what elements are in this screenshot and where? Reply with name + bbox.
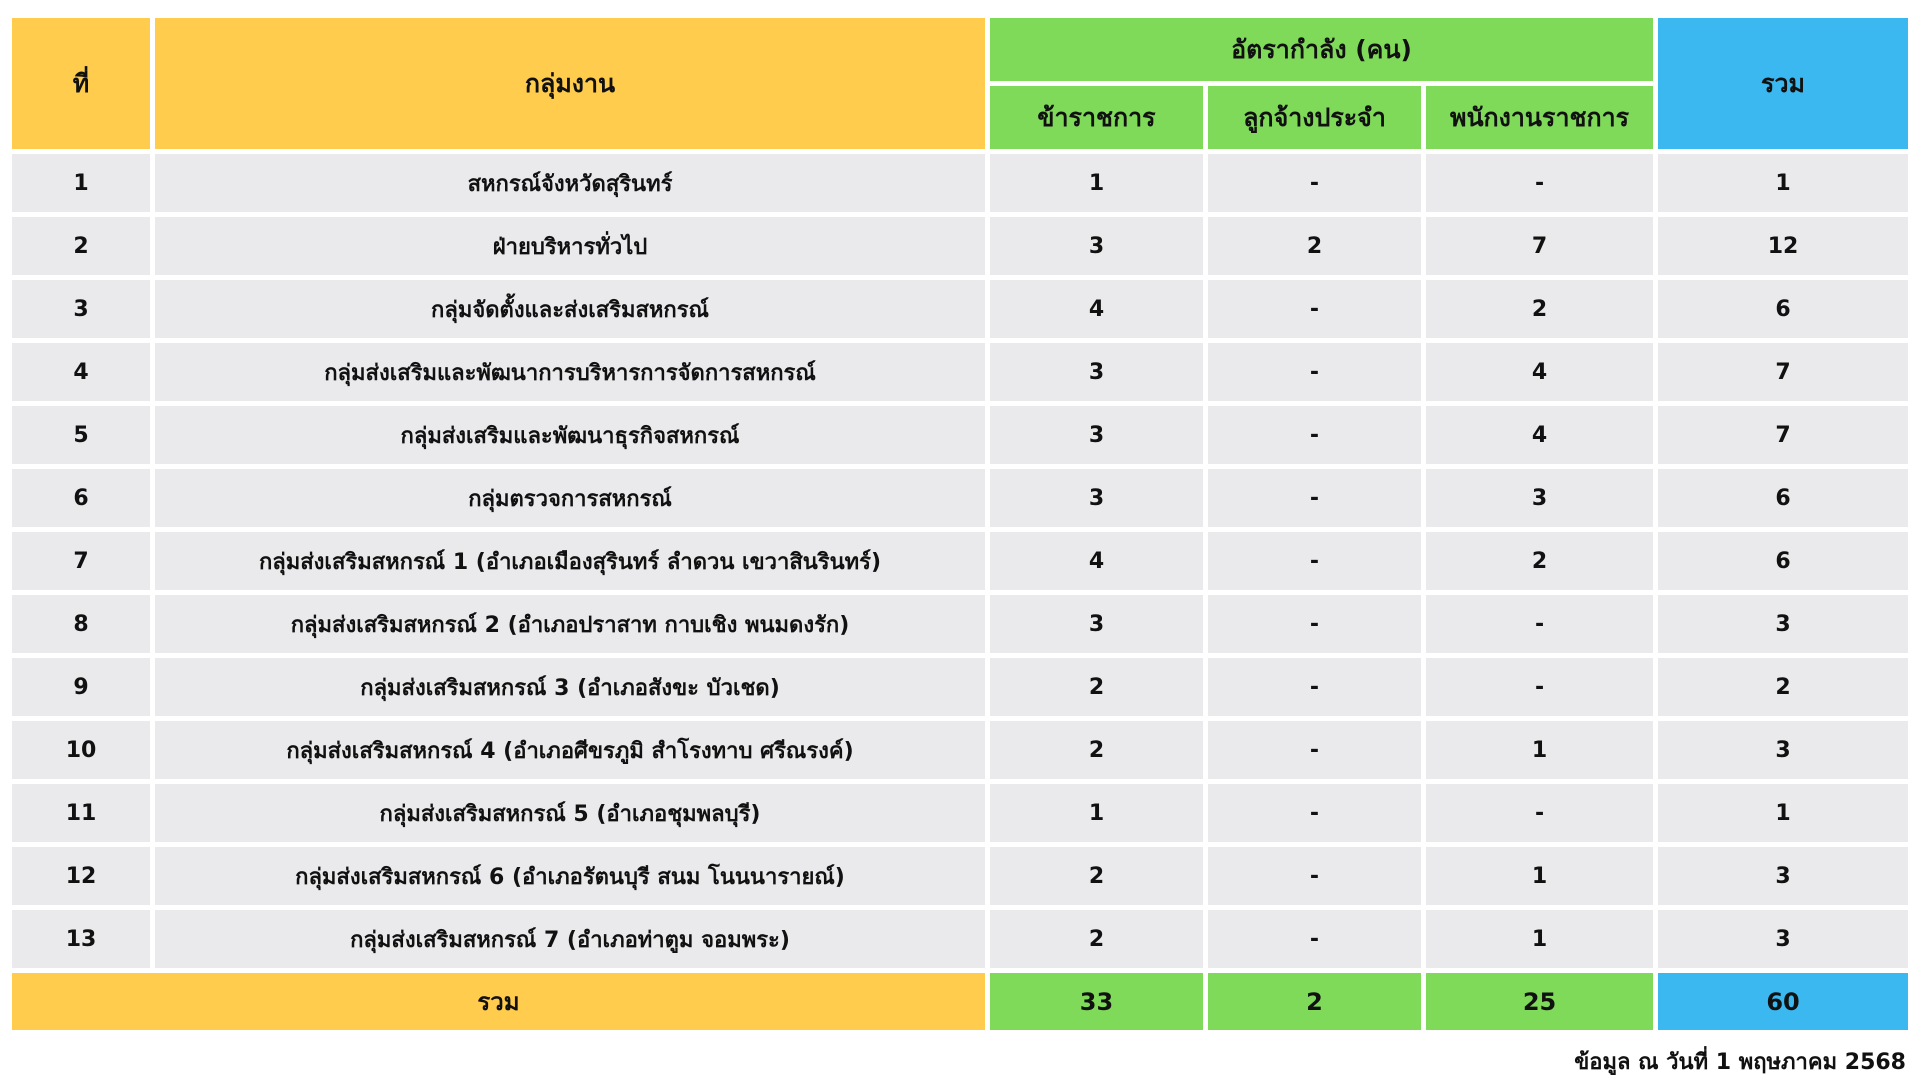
row-total: 1 bbox=[1658, 784, 1908, 842]
row-permanent-employee: - bbox=[1208, 343, 1421, 401]
row-civil-servant: 2 bbox=[990, 910, 1203, 968]
row-number: 12 bbox=[12, 847, 150, 905]
totals-row bbox=[12, 973, 1908, 1030]
row-permanent-employee: - bbox=[1208, 154, 1421, 212]
data-date-footnote: ข้อมูล ณ วันที่ 1 พฤษภาคม 2568 bbox=[1574, 1050, 1906, 1075]
row-permanent-employee: - bbox=[1208, 595, 1421, 653]
row-government-employee: 2 bbox=[1426, 532, 1653, 590]
row-group-name: กลุ่มส่งเสริมสหกรณ์ 2 (อำเภอปราสาท กาบเชิง พนมดงรัก) bbox=[155, 595, 985, 653]
totals-grand-total: 60 bbox=[1658, 973, 1908, 1030]
row-total: 6 bbox=[1658, 280, 1908, 338]
table-row bbox=[12, 847, 1908, 905]
row-government-employee: 2 bbox=[1426, 280, 1653, 338]
table-row bbox=[12, 406, 1908, 464]
row-permanent-employee: - bbox=[1208, 847, 1421, 905]
row-group-name: กลุ่มส่งเสริมสหกรณ์ 5 (อำเภอชุมพลบุรี) bbox=[155, 784, 985, 842]
row-total: 12 bbox=[1658, 217, 1908, 275]
totals-label: รวม bbox=[12, 973, 985, 1030]
header-row-top bbox=[12, 18, 1908, 81]
row-group-name: กลุ่มส่งเสริมและพัฒนาธุรกิจสหกรณ์ bbox=[155, 406, 985, 464]
row-group-name: ฝ่ายบริหารทั่วไป bbox=[155, 217, 985, 275]
table-row bbox=[12, 154, 1908, 212]
row-total: 6 bbox=[1658, 532, 1908, 590]
table-body bbox=[12, 154, 1908, 1030]
table-row bbox=[12, 721, 1908, 779]
row-number: 5 bbox=[12, 406, 150, 464]
row-permanent-employee: - bbox=[1208, 658, 1421, 716]
totals-civil-servant: 33 bbox=[990, 973, 1203, 1030]
row-total: 3 bbox=[1658, 910, 1908, 968]
row-civil-servant: 2 bbox=[990, 658, 1203, 716]
row-civil-servant: 1 bbox=[990, 154, 1203, 212]
row-civil-servant: 4 bbox=[990, 532, 1203, 590]
header-rate: อัตรากำลัง (คน) bbox=[990, 18, 1653, 81]
table-row bbox=[12, 784, 1908, 842]
row-permanent-employee: - bbox=[1208, 532, 1421, 590]
table-row bbox=[12, 658, 1908, 716]
row-permanent-employee: - bbox=[1208, 910, 1421, 968]
row-group-name: กลุ่มตรวจการสหกรณ์ bbox=[155, 469, 985, 527]
table-row bbox=[12, 217, 1908, 275]
row-government-employee: 4 bbox=[1426, 343, 1653, 401]
row-civil-servant: 3 bbox=[990, 406, 1203, 464]
row-civil-servant: 3 bbox=[990, 469, 1203, 527]
row-civil-servant: 2 bbox=[990, 847, 1203, 905]
row-number: 9 bbox=[12, 658, 150, 716]
row-total: 7 bbox=[1658, 343, 1908, 401]
row-permanent-employee: 2 bbox=[1208, 217, 1421, 275]
row-total: 3 bbox=[1658, 595, 1908, 653]
row-civil-servant: 4 bbox=[990, 280, 1203, 338]
row-number: 3 bbox=[12, 280, 150, 338]
row-government-employee: - bbox=[1426, 784, 1653, 842]
row-permanent-employee: - bbox=[1208, 280, 1421, 338]
table-row bbox=[12, 910, 1908, 968]
row-group-name: สหกรณ์จังหวัดสุรินทร์ bbox=[155, 154, 985, 212]
row-total: 7 bbox=[1658, 406, 1908, 464]
row-number: 8 bbox=[12, 595, 150, 653]
row-government-employee: 3 bbox=[1426, 469, 1653, 527]
header-total: รวม bbox=[1658, 18, 1908, 149]
row-civil-servant: 3 bbox=[990, 217, 1203, 275]
row-permanent-employee: - bbox=[1208, 469, 1421, 527]
header-group: กลุ่มงาน bbox=[155, 18, 985, 149]
row-number: 4 bbox=[12, 343, 150, 401]
row-civil-servant: 3 bbox=[990, 595, 1203, 653]
row-total: 3 bbox=[1658, 847, 1908, 905]
row-permanent-employee: - bbox=[1208, 406, 1421, 464]
row-government-employee: 1 bbox=[1426, 721, 1653, 779]
header-civil-servant: ข้าราชการ bbox=[990, 86, 1203, 149]
row-government-employee: 4 bbox=[1426, 406, 1653, 464]
staff-rate-table bbox=[7, 13, 1913, 1035]
row-total: 6 bbox=[1658, 469, 1908, 527]
table-row bbox=[12, 469, 1908, 527]
row-total: 1 bbox=[1658, 154, 1908, 212]
row-number: 10 bbox=[12, 721, 150, 779]
row-civil-servant: 2 bbox=[990, 721, 1203, 779]
table-row bbox=[12, 595, 1908, 653]
row-government-employee: - bbox=[1426, 595, 1653, 653]
row-group-name: กลุ่มส่งเสริมสหกรณ์ 3 (อำเภอสังขะ บัวเชด) bbox=[155, 658, 985, 716]
row-government-employee: 1 bbox=[1426, 910, 1653, 968]
row-government-employee: 7 bbox=[1426, 217, 1653, 275]
row-group-name: กลุ่มส่งเสริมสหกรณ์ 4 (อำเภอศีขรภูมิ สำโรงทาบ ศรีณรงค์) bbox=[155, 721, 985, 779]
table-row bbox=[12, 532, 1908, 590]
row-number: 1 bbox=[12, 154, 150, 212]
totals-permanent-employee: 2 bbox=[1208, 973, 1421, 1030]
row-government-employee: - bbox=[1426, 154, 1653, 212]
header-government-employee: พนักงานราชการ bbox=[1426, 86, 1653, 149]
row-number: 2 bbox=[12, 217, 150, 275]
totals-government-employee: 25 bbox=[1426, 973, 1653, 1030]
row-group-name: กลุ่มส่งเสริมสหกรณ์ 7 (อำเภอท่าตูม จอมพระ) bbox=[155, 910, 985, 968]
row-group-name: กลุ่มส่งเสริมและพัฒนาการบริหารการจัดการสหกรณ์ bbox=[155, 343, 985, 401]
row-permanent-employee: - bbox=[1208, 784, 1421, 842]
row-group-name: กลุ่มส่งเสริมสหกรณ์ 6 (อำเภอรัตนบุรี สนม โนนนารายณ์) bbox=[155, 847, 985, 905]
row-number: 13 bbox=[12, 910, 150, 968]
row-total: 2 bbox=[1658, 658, 1908, 716]
row-government-employee: 1 bbox=[1426, 847, 1653, 905]
row-civil-servant: 1 bbox=[990, 784, 1203, 842]
row-group-name: กลุ่มส่งเสริมสหกรณ์ 1 (อำเภอเมืองสุรินทร์ ลำดวน เขวาสินรินทร์) bbox=[155, 532, 985, 590]
row-number: 11 bbox=[12, 784, 150, 842]
header-no: ที่ bbox=[12, 18, 150, 149]
row-permanent-employee: - bbox=[1208, 721, 1421, 779]
table-row bbox=[12, 343, 1908, 401]
row-number: 6 bbox=[12, 469, 150, 527]
row-group-name: กลุ่มจัดตั้งและส่งเสริมสหกรณ์ bbox=[155, 280, 985, 338]
row-total: 3 bbox=[1658, 721, 1908, 779]
row-government-employee: - bbox=[1426, 658, 1653, 716]
table-row bbox=[12, 280, 1908, 338]
row-civil-servant: 3 bbox=[990, 343, 1203, 401]
header-permanent-employee: ลูกจ้างประจำ bbox=[1208, 86, 1421, 149]
row-number: 7 bbox=[12, 532, 150, 590]
